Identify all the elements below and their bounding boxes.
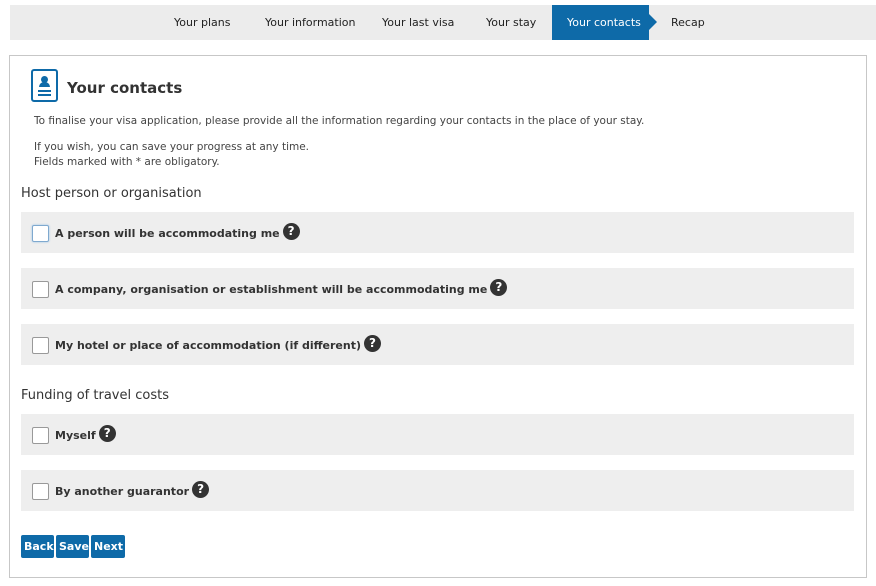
step-recap[interactable]: Recap	[671, 16, 705, 29]
obligatory-note: Fields marked with * are obligatory.	[34, 156, 220, 168]
checkbox-company[interactable]	[32, 281, 49, 298]
option-label: Myself	[55, 429, 96, 442]
host-option-hotel[interactable]	[21, 324, 854, 365]
step-your-information[interactable]: Your information	[265, 16, 356, 29]
option-label: By another guarantor	[55, 485, 190, 498]
checkbox-myself[interactable]	[32, 427, 49, 444]
question-circle-icon[interactable]: ?	[490, 279, 507, 296]
save-button[interactable]: Save	[56, 535, 89, 558]
intro-text: To finalise your visa application, please provide all the information regarding your contacts in the place of your stay.	[34, 115, 645, 127]
back-button[interactable]: Back	[21, 535, 54, 558]
checkbox-guarantor[interactable]	[32, 483, 49, 500]
host-option-person[interactable]	[21, 212, 854, 253]
funding-section-heading: Funding of travel costs	[21, 388, 169, 403]
funding-option-guarantor[interactable]	[21, 470, 854, 511]
option-label: A person will be accommodating me	[55, 227, 280, 240]
checkbox-person[interactable]	[32, 225, 49, 242]
save-progress-text: If you wish, you can save your progress at any time.	[34, 141, 310, 153]
option-label: My hotel or place of accommodation (if different)	[55, 339, 361, 352]
step-your-plans[interactable]: Your plans	[174, 16, 231, 29]
progress-stepper	[10, 5, 876, 40]
funding-option-myself[interactable]	[21, 414, 854, 455]
step-your-contacts[interactable]: Your contacts	[552, 5, 649, 40]
question-circle-icon[interactable]: ?	[192, 481, 209, 498]
step-your-stay[interactable]: Your stay	[486, 16, 537, 29]
next-button[interactable]: Next	[91, 535, 125, 558]
question-circle-icon[interactable]: ?	[283, 223, 300, 240]
question-circle-icon[interactable]: ?	[364, 335, 381, 352]
option-label: A company, organisation or establishment will be accommodating me	[55, 283, 488, 296]
host-option-company[interactable]	[21, 268, 854, 309]
question-circle-icon[interactable]: ?	[99, 425, 116, 442]
checkbox-hotel[interactable]	[32, 337, 49, 354]
step-your-last-visa[interactable]: Your last visa	[382, 16, 455, 29]
page-title: Your contacts	[67, 79, 183, 97]
contact-card-icon	[31, 69, 58, 102]
host-section-heading: Host person or organisation	[21, 186, 202, 201]
contacts-panel	[9, 55, 867, 578]
